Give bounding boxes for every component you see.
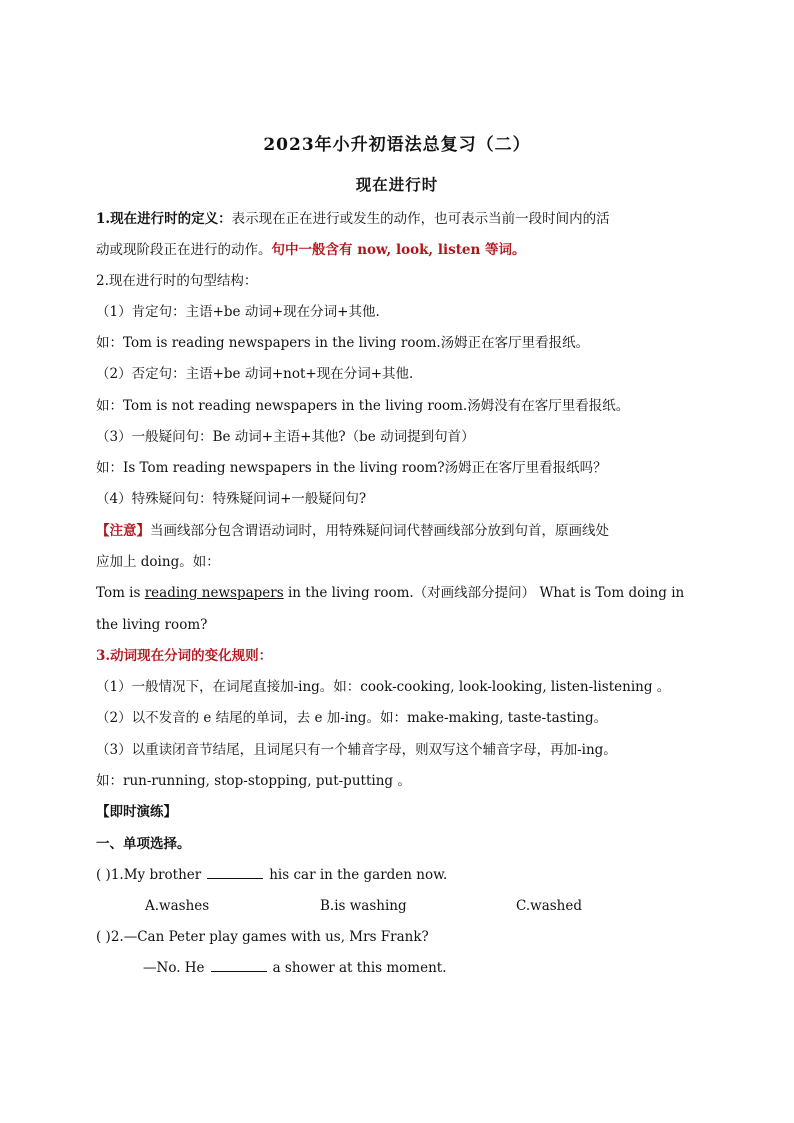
definition-line-2 <box>96 240 698 260</box>
option-a: A.washes <box>145 898 210 914</box>
participle-rule-3-example: 如：run-running, stop-stopping, put-putting 。 <box>96 773 411 789</box>
option-c: C.washed <box>516 898 582 914</box>
structure-heading: 2.现在进行时的句型结构： <box>96 273 258 289</box>
negative-rule: （2）否定句：主语+be 动词+not+现在分词+其他. <box>96 366 414 382</box>
question-1-pre: ( )1.My brother <box>96 867 202 883</box>
negative-example: 如：Tom is not reading newspapers in the living room.汤姆没有在客厅里看报纸。 <box>96 398 630 414</box>
affirmative-example: 如：Tom is reading newspapers in the living room.汤姆正在客厅里看报纸。 <box>96 335 590 351</box>
example-post: in the living room.（对画线部分提问） What is Tom doing in <box>283 585 685 601</box>
definition-text-a: 表示现在正在进行或发生的动作，也可表示当前一段时间内的活 <box>231 211 610 227</box>
question-1 <box>96 865 698 885</box>
note-line-1 <box>96 521 698 541</box>
question-rule: （3）一般疑问句：Be 动词+主语+其他?（be 动词提到句首） <box>96 429 475 445</box>
question-example: 如：Is Tom reading newspapers in the living room?汤姆正在客厅里看报纸吗？ <box>96 460 607 476</box>
definition-heading: 1.现在进行时的定义： <box>96 211 232 227</box>
definition-line-1 <box>96 209 698 229</box>
definition-text-b: 动或现阶段正在进行的动作。 <box>96 242 272 258</box>
option-b: B.is washing <box>320 898 407 914</box>
document-title: 2023年小升初语法总复习（二） <box>263 135 531 155</box>
note-text-a: 当画线部分包含谓语动词时，用特殊疑问词代替画线部分放到句首，原画线处 <box>150 523 609 539</box>
note-example-end: the living room? <box>96 617 208 633</box>
wh-question-rule: （4）特殊疑问句：特殊疑问词+一般疑问句? <box>96 491 367 507</box>
note-example-line <box>96 583 698 603</box>
question-2-post: a shower at this moment. <box>272 960 447 976</box>
answer-blank-1[interactable] <box>207 866 263 879</box>
note-label: 【注意】 <box>96 523 150 539</box>
practice-heading: 【即时演练】 <box>96 804 177 820</box>
question-2-pre: —No. He <box>143 960 205 976</box>
example-pre: Tom is <box>96 585 145 601</box>
participle-heading: 3.动词现在分词的变化规则： <box>96 648 273 664</box>
question-2: ( )2.—Can Peter play games with us, Mrs Frank? <box>96 929 429 945</box>
document-subtitle: 现在进行时 <box>355 175 439 194</box>
affirmative-rule: （1）肯定句：主语+be 动词+现在分词+其他. <box>96 304 380 320</box>
question-1-post: his car in the garden now. <box>269 867 448 883</box>
participle-rule-2: （2）以不发音的 e 结尾的单词，去 e 加-ing。如：make-making, taste-tasting。 <box>96 710 608 726</box>
question-2-reply <box>143 958 447 978</box>
practice-part-1: 一、单项选择。 <box>96 836 191 852</box>
participle-rule-3: （3）以重读闭音节结尾，且词尾只有一个辅音字母，则双写这个辅音字母，再加-ing。 <box>96 742 617 758</box>
definition-note-red: 句中一般含有 now, look, listen 等词。 <box>271 242 526 258</box>
answer-blank-2[interactable] <box>211 959 267 972</box>
participle-rule-1: （1）一般情况下，在词尾直接加-ing。如：cook-cooking, look-looking, listen-listening 。 <box>96 679 671 695</box>
note-text-b: 应加上 doing。如： <box>96 554 220 570</box>
example-underlined: reading newspapers <box>144 585 284 601</box>
